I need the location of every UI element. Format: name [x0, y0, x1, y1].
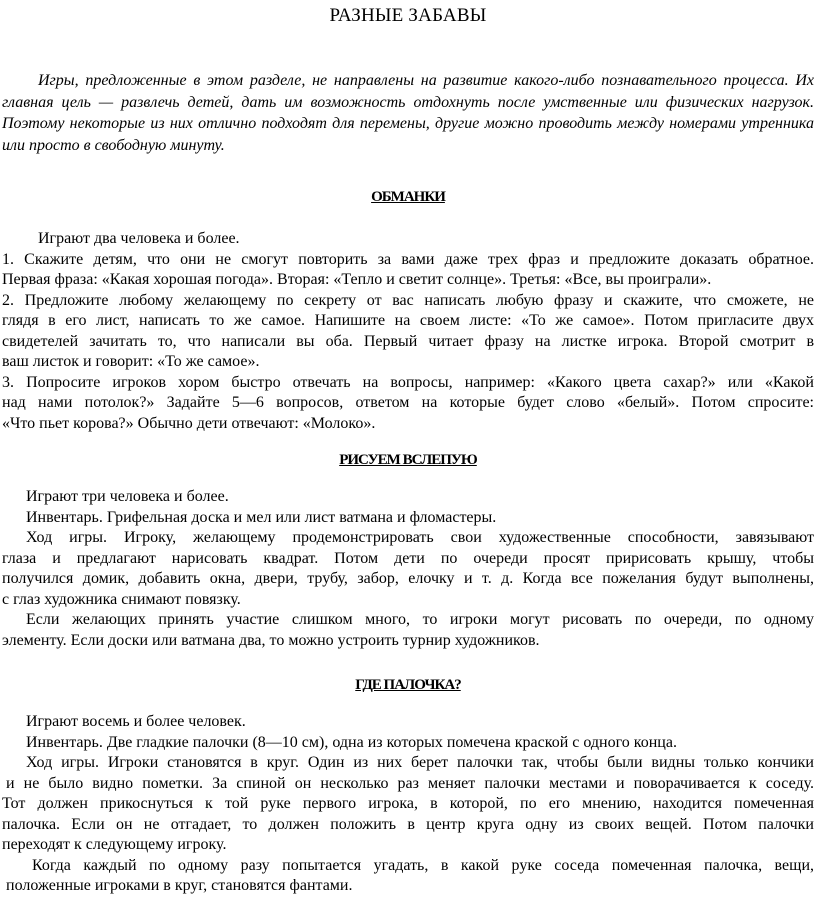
text-line: Если желающих принять участие слишком много, то игроки могут рисовать по очереди, по одному [26, 611, 814, 628]
text-line: «Что пьет корова?» Обычно дети отвечают: «Молоко». [2, 414, 376, 432]
text-line: Играют два человека и более. [38, 230, 240, 247]
text-line: над нами потолок?» Задайте 5—6 вопросов, ответом на которые будет слово «белый». Потом спросите: [2, 394, 814, 411]
text-line: Инвентарь. Две гладкие палочки (8—10 см), одна из которых помечена краской с одного конца. [26, 733, 677, 751]
text-line: и не было видно пометки. За спиной он несколько раз меняет палочки местами и поворачивается к соседу. [6, 774, 814, 792]
section-heading-risuem: РИСУЕМ ВСЛЕПУЮ [339, 452, 477, 468]
text-line: Первая фраза: «Какая хорошая погода». Вторая: «Тепло и светит солнце». Третья: «Все, вы проиграли». [2, 271, 712, 288]
text-line: Ход игры. Игроки становятся в круг. Один из них берет палочки так, чтобы были видны только кончики [26, 754, 814, 771]
text-line: положенные игроками в круг, становятся фантами. [6, 877, 353, 894]
text-line: переходят к следующему игроку. [2, 836, 227, 853]
text-line: Играют три человека и более. [26, 488, 229, 505]
section-heading-palochka: ГДЕ ПАЛОЧКА? [355, 677, 461, 693]
text-line: 3. Попросите игроков хором быстро отвечать на вопросы, например: «Какого цвета сахар?» или «Какой [2, 373, 814, 391]
text-line: Тот должен прикоснуться к той руке первого игрока, в которой, по его мнению, находится помеченная [2, 795, 814, 812]
page-title: РАЗНЫЕ ЗАБАВЫ [329, 5, 487, 26]
text-line: ваш листок и говорит: «То же самое». [2, 353, 260, 370]
text-line: свидетелей зачитать то, что написали вы оба. Первый читает фразу на листке игрока. Второй смотрит в [2, 332, 814, 350]
text-line: с глаз художника снимают повязку. [2, 590, 241, 608]
text-line: получился домик, добавить окна, двери, трубу, забор, елочку и т. д. Когда все пожелания будут выполнены, [2, 570, 814, 587]
text-line: Инвентарь. Грифельная доска и мел или лист ватмана и фломастеры. [26, 508, 497, 526]
section-body-obmanki [2, 229, 814, 434]
text-line: Ход игры. Игроку, желающему продемонстрировать свои художественные способности, завязывают [26, 529, 814, 546]
text-line: Играют восемь и более человек. [26, 713, 246, 730]
text-line: элементу. Если доски или ватмана два, то можно устроить турнир художников. [2, 631, 540, 649]
section-heading-obmanki: ОБМАНКИ [371, 189, 445, 205]
intro-paragraph: Игры, предложенные в этом разделе, не направлены на развитие какого-либо познавательного процесса. Их главная цель — развлечь детей, дать им возможность отдохнуть после умственные или физических нагрузок. Поэтому некоторые из них отлично подходят для перемены, другие можно проводить между номерами утренника или просто в свободную минуту. [2, 72, 814, 154]
text-line: палочка. Если он не отгадает, то должен положить в центр круга одну из своих вещей. Потом палочки [2, 815, 814, 833]
text-line: 1. Скажите детям, что они не смогут повторить за вами даже трех фраз и предложите доказать обратное. [2, 250, 814, 268]
text-line: глаза и предлагают нарисовать квадрат. Потом дети по очереди просят пририсовать крышу, чтобы [2, 549, 814, 567]
section-body-palochka [2, 712, 814, 897]
text-line: 2. Предложите любому желающему по секрету от вас написать любую фразу и скажите, что сможете, не [2, 291, 814, 309]
text-line: Когда каждый по одному разу попытается угадать, в какой руке соседа помеченная палочка, вещи, [32, 856, 814, 874]
text-line: глядя в его лист, написать то же самое. Напишите на своем листе: «То же самое». Потом пригласите двух [2, 312, 814, 329]
section-body-risuem [2, 487, 814, 651]
